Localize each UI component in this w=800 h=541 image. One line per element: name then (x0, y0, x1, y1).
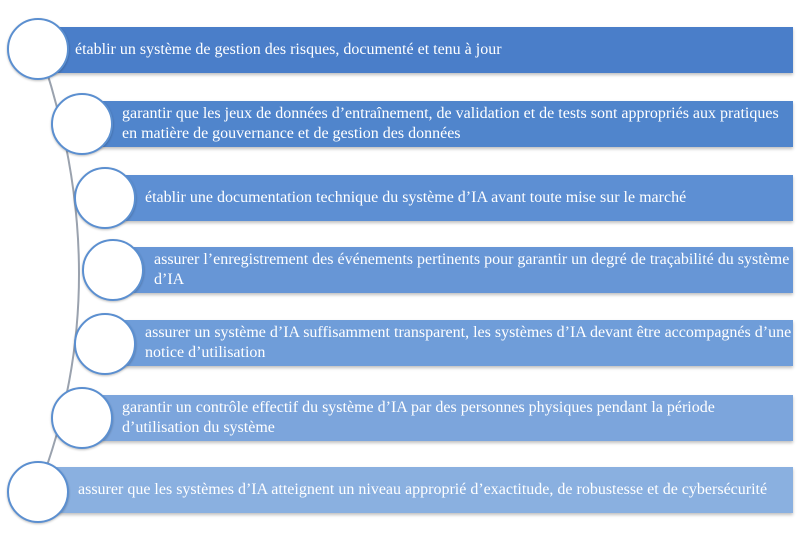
step-7-text: assurer que les systèmes d’IA atteignent un niveau approprié d’exactitude, de robustesse et de cybersécurité (78, 481, 768, 498)
step-2-bar (82, 101, 793, 147)
step-6-text: garantir un contrôle effectif du système d’IA par des personnes physiques pendant la période d’utilisation du système (122, 399, 715, 436)
step-2-circle-marker (51, 93, 113, 155)
step-7-circle-marker (7, 461, 69, 523)
step-1-circle-marker (7, 18, 69, 80)
step-5-circle-marker (74, 313, 136, 375)
step-6-bar (82, 395, 793, 441)
step-5-text: assurer un système d’IA suffisamment transparent, les systèmes d’IA devant être accompagnés d’une notice d’utilisation (145, 324, 792, 361)
step-7-bar (40, 467, 793, 513)
step-4-bar (112, 247, 793, 293)
step-3-text: établir une documentation technique du système d’IA avant toute mise sur le marché (145, 189, 687, 206)
step-1-bar (40, 27, 793, 73)
step-5-bar (103, 320, 793, 366)
step-4-text: assurer l’enregistrement des événements pertinents pour garantir un degré de traçabilité du système d’IA (154, 251, 790, 288)
step-2-text: garantir que les jeux de données d’entraînement, de validation et de tests sont appropriés aux pratiques en matière de gouvernance et de gestion des données (122, 105, 779, 142)
step-6-circle-marker (51, 387, 113, 449)
step-4-circle-marker (82, 239, 144, 301)
step-1-text: établir un système de gestion des risques, documenté et tenu à jour (75, 41, 502, 58)
step-3-bar (103, 175, 793, 221)
step-3-circle-marker (74, 167, 136, 229)
